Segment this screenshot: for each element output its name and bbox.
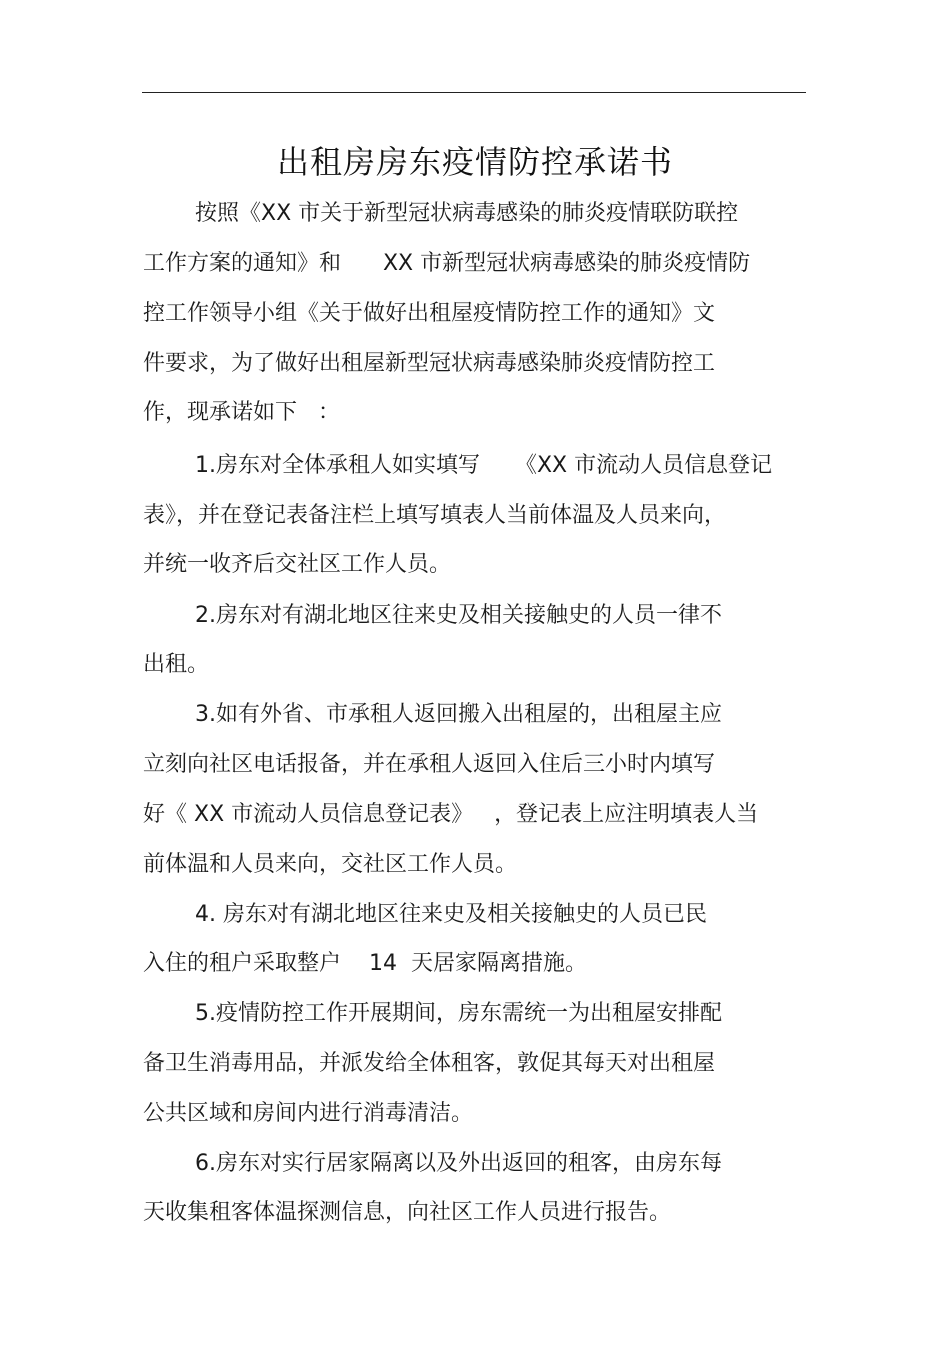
item-2-line: 出租。 — [143, 652, 210, 677]
item-3-line: 前体温和人员来向，交社区工作人员。 — [143, 852, 518, 877]
item-6-line: 天收集租客体温探测信息，向社区工作人员进行报告。 — [143, 1200, 672, 1225]
item-1-line: 1.房东对全体承租人如实填写 《XX 市流动人员信息登记 — [195, 453, 773, 478]
document-title: 出租房房东疫情防控承诺书 — [276, 143, 673, 181]
item-4-line: 4. 房东对有湖北地区往来史及相关接触史的人员已民 — [195, 902, 707, 927]
intro-line: 按照《XX 市关于新型冠状病毒感染的肺炎疫情联防联控 — [195, 201, 739, 226]
intro-line: 作，现承诺如下 ： — [143, 400, 340, 425]
item-1-line: 表》，并在登记表备注栏上填写填表人当前体温及人员来向， — [143, 503, 727, 528]
item-3-line: 立刻向社区电话报备，并在承租人返回入住后三小时内填写 — [143, 752, 716, 777]
item-5-line: 备卫生消毒用品，并派发给全体租客，敦促其每天对出租屋 — [143, 1051, 716, 1076]
intro-line: 件要求，为了做好出租屋新型冠状病毒感染肺炎疫情防控工 — [143, 351, 716, 376]
item-3-line: 3.如有外省、市承租人返回搬入出租屋的，出租屋主应 — [195, 702, 722, 727]
item-6-line: 6.房东对实行居家隔离以及外出返回的租客，由房东每 — [195, 1151, 722, 1176]
item-1-line: 并统一收齐后交社区工作人员。 — [143, 552, 452, 577]
item-3-line: 好《 XX 市流动人员信息登记表》 ，登记表上应注明填表人当 — [143, 802, 759, 827]
item-5-line: 5.疫情防控工作开展期间，房东需统一为出租屋安排配 — [195, 1001, 722, 1026]
intro-line: 控工作领导小组《关于做好出租屋疫情防控工作的通知》文 — [143, 301, 716, 326]
item-5-line: 公共区域和房间内进行消毒清洁。 — [143, 1101, 474, 1126]
header-rule — [142, 92, 806, 93]
item-4-line: 入住的租户采取整户 14 天居家隔离措施。 — [143, 951, 587, 976]
item-2-line: 2.房东对有湖北地区往来史及相关接触史的人员一律不 — [195, 603, 722, 628]
intro-line: 工作方案的通知》和 XX 市新型冠状病毒感染的肺炎疫情防 — [143, 251, 751, 276]
